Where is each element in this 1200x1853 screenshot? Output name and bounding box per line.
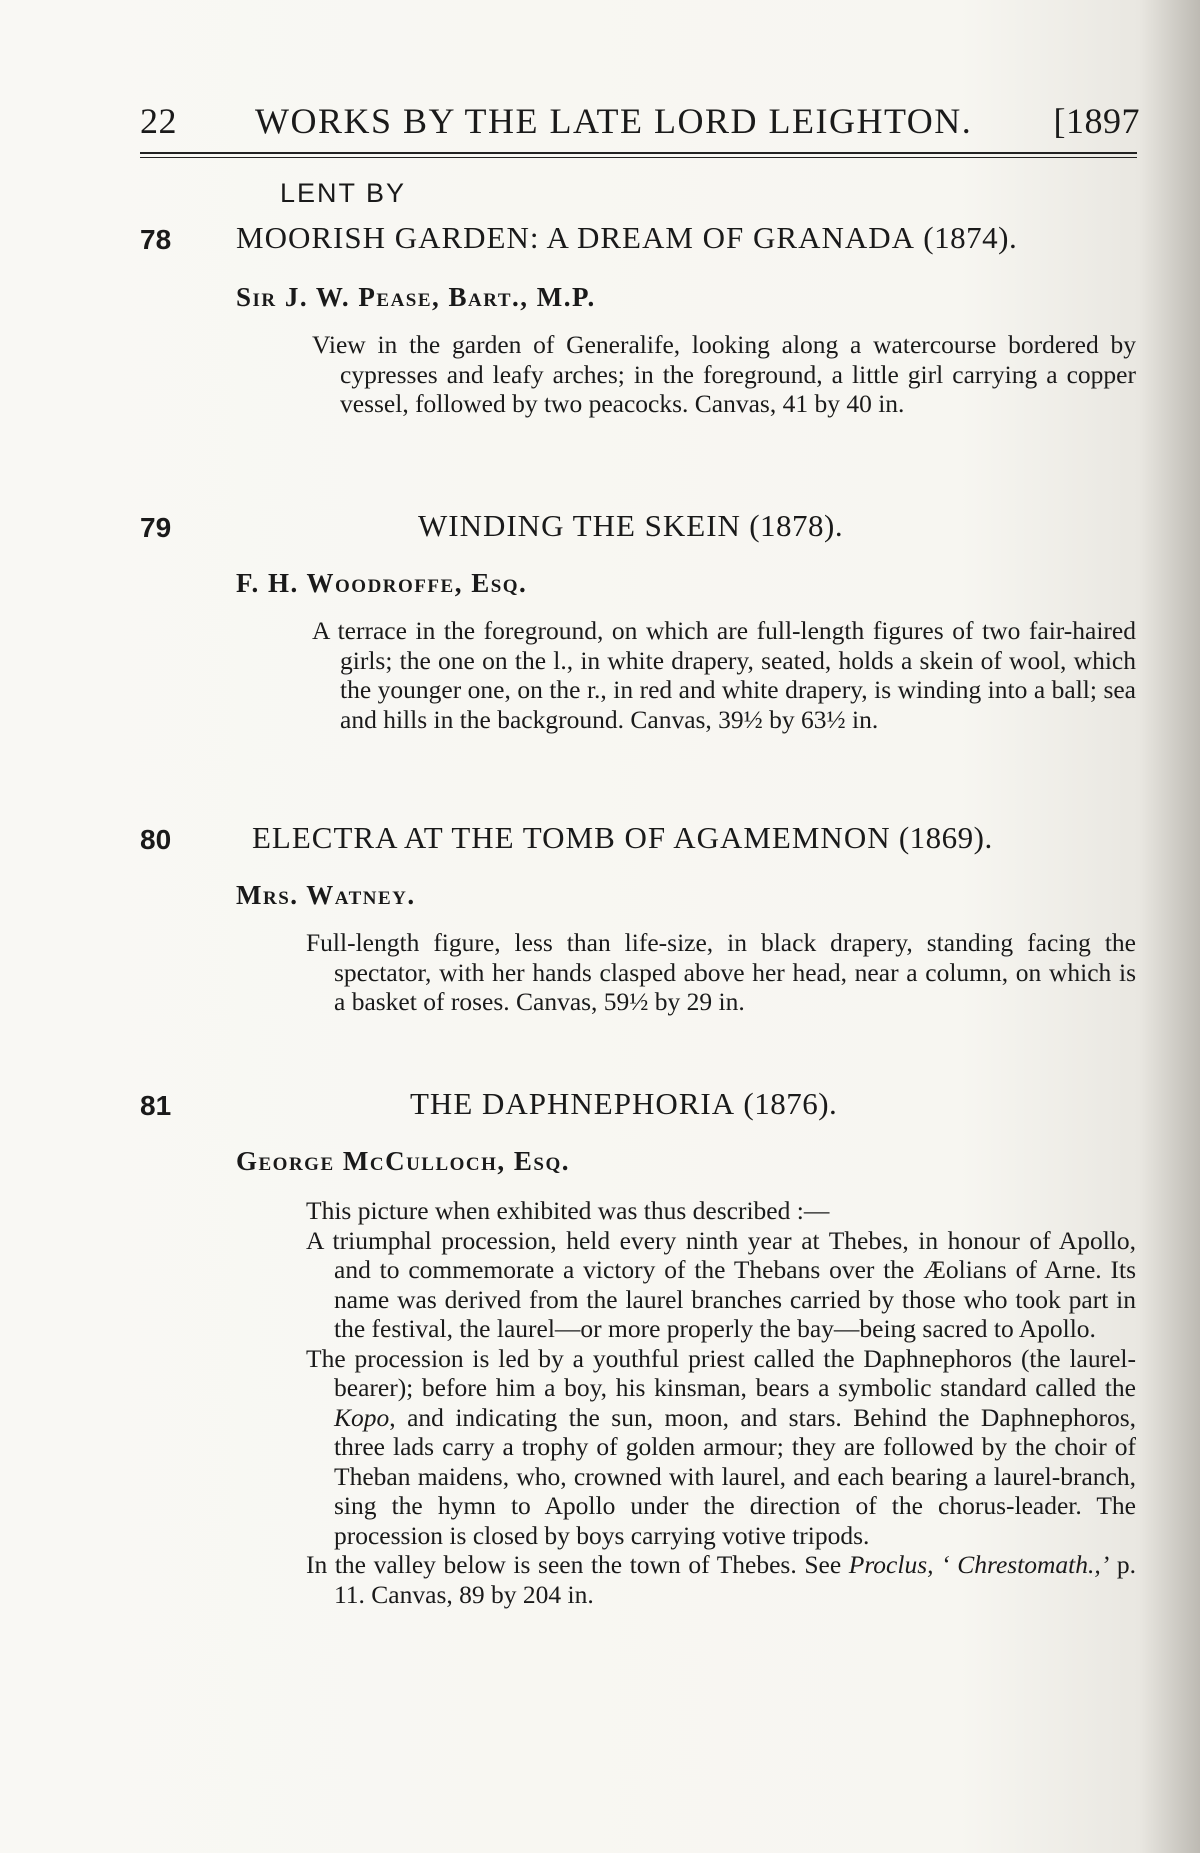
header-rule-bottom — [140, 157, 1137, 158]
entry-title — [418, 508, 843, 544]
description-text: The procession is led by a youthful priest called the Daphnephoros (the laurel-bearer); before him a boy, his kinsman, bears a symbolic standard called the — [306, 1343, 1136, 1402]
italic-term: Kopo — [334, 1402, 390, 1432]
entry-description — [312, 616, 1136, 734]
description-text: p. 11. Canvas, 89 by 204 in. — [334, 1550, 1136, 1609]
header-rule-top — [140, 152, 1137, 154]
entry-date: (1874). — [923, 220, 1018, 255]
entry-title — [410, 1086, 837, 1122]
italic-reference: Proclus, ‘ Chrestomath.,’ — [848, 1550, 1110, 1579]
entry-lender: George McCulloch, Esq. — [236, 1146, 571, 1176]
entry-number: 81 — [140, 1090, 172, 1121]
running-title: WORKS BY THE LATE LORD LEIGHTON. — [255, 101, 973, 141]
description-intro: This picture when exhibited was thus described :— — [306, 1196, 830, 1225]
entry-description — [312, 330, 1136, 419]
entry-date: (1869). — [898, 820, 993, 855]
description-paragraph: A triumphal procession, held every ninth year at Thebes, in honour of Apollo, and to commemorate a victory of the Thebans over the Æolians of Arne. Its name was derived from the laurel branches carried by those who took part in the festival, the laurel—or more properly the bay—being sacred to Apollo. — [306, 1225, 1136, 1343]
page-number: 22 — [140, 101, 177, 141]
entry-number: 79 — [140, 512, 172, 543]
entry-number: 78 — [140, 224, 172, 255]
description-paragraph: View in the garden of Generalife, looking along a watercourse bordered by cypresses and leafy arches; in the foreground, a little girl carrying a copper vessel, followed by two peacocks. Canvas, 41 by 40 in. — [312, 330, 1136, 418]
description-paragraph: Full-length figure, less than life-size, in black drapery, standing facing the spectator, with her hands clasped above her head, near a column, on which is a basket of roses. Canvas, 59½ by 29 in. — [306, 928, 1136, 1016]
entry-date: (1876). — [743, 1086, 838, 1121]
description-text: In the valley below is seen the town of Thebes. See — [306, 1550, 842, 1579]
entry-lender: F. H. Woodroffe, Esq. — [236, 568, 528, 598]
entry-title — [252, 820, 993, 856]
entry-title-text: WINDING THE SKEIN — [418, 508, 741, 543]
entry-description — [306, 1196, 1136, 1609]
entry-date: (1878). — [749, 508, 844, 543]
entry-description — [306, 928, 1136, 1017]
entry-lender: Sir J. W. Pease, Bart., M.P. — [236, 282, 596, 312]
running-header — [140, 100, 1140, 150]
entry-title-text: ELECTRA AT THE TOMB OF AGAMEMNON — [252, 820, 891, 855]
entry-title-text: THE DAPHNEPHORIA — [410, 1086, 736, 1121]
entry-lender: Mrs. Watney. — [236, 880, 416, 910]
description-paragraph — [306, 1344, 1136, 1551]
description-paragraph: A terrace in the foreground, on which are full-length figures of two fair-haired girls; the one on the l., in white drapery, seated, holds a skein of wool, which the younger one, on the r., in red and white drapery, is winding into a ball; sea and hills in the background. Canvas, 39½ by 63½ in. — [312, 616, 1136, 734]
entry-number: 80 — [140, 824, 172, 855]
description-paragraph — [306, 1550, 1136, 1609]
entry-title-text: MOORISH GARDEN: A DREAM OF GRANADA — [236, 220, 916, 255]
lent-by-label: LENT BY — [280, 178, 407, 208]
entry-title — [236, 220, 1017, 256]
header-year: [1897 — [1053, 101, 1140, 141]
description-text: , and indicating the sun, moon, and stars. Behind the Daphnephoros, three lads carry a trophy of golden armour; they are followed by the choir of Theban maidens, who, crowned with laurel, and each bearing a laurel-branch, sing the hymn to Apollo under the direction of the chorus-leader. The procession is closed by boys carrying votive tripods. — [334, 1402, 1136, 1550]
